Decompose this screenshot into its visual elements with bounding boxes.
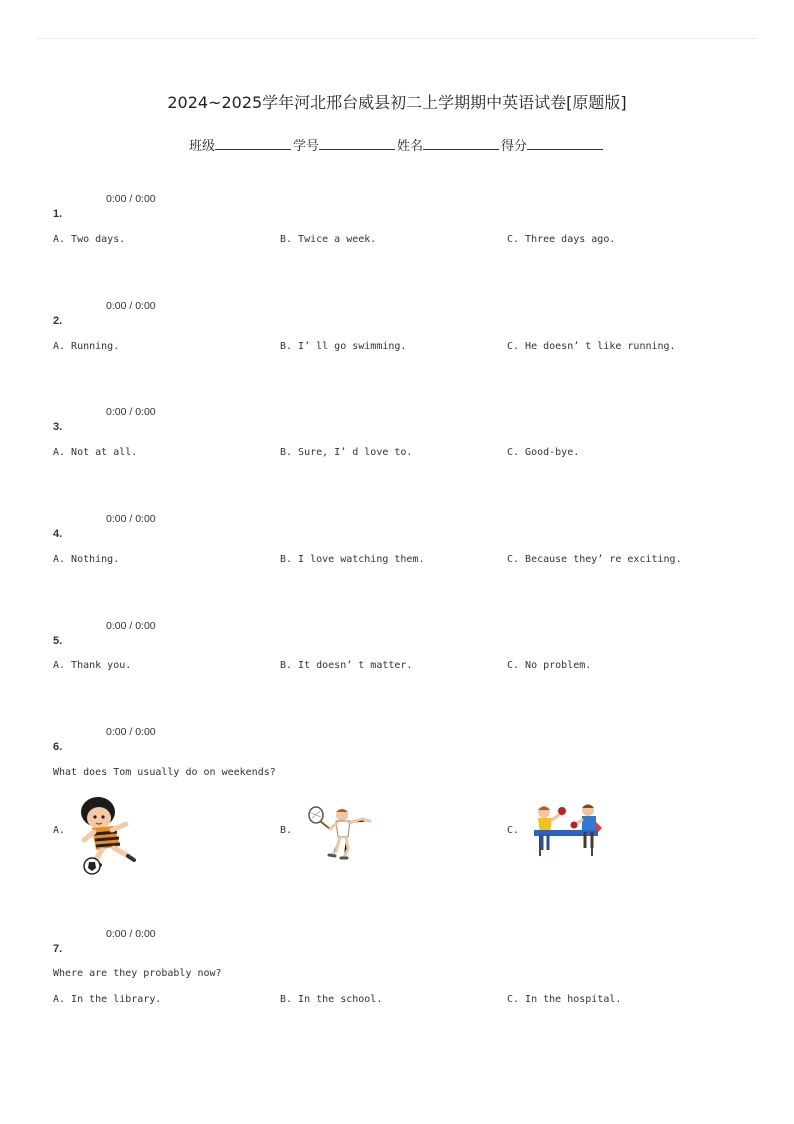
question-stem: What does Tom usually do on weekends?	[53, 767, 276, 778]
option-b: B.	[280, 825, 293, 836]
question-number: 5.	[53, 635, 63, 647]
audio-player-time[interactable]: 0:00 / 0:00	[106, 300, 156, 312]
option-c: C. He doesn’ t like running.	[507, 341, 676, 352]
audio-player-time[interactable]: 0:00 / 0:00	[106, 406, 156, 418]
top-divider	[37, 38, 757, 39]
audio-player-time[interactable]: 0:00 / 0:00	[106, 726, 156, 738]
option-a: A. Thank you.	[53, 660, 132, 671]
soccer-boy-illustration	[74, 790, 146, 876]
question-number: 2.	[53, 315, 63, 327]
class-blank[interactable]	[215, 136, 291, 150]
audio-player-time[interactable]: 0:00 / 0:00	[106, 513, 156, 525]
name-label: 姓名	[397, 139, 424, 154]
id-label: 学号	[292, 139, 319, 154]
option-c: C. Because they’ re exciting.	[507, 554, 682, 565]
question-number: 6.	[53, 741, 63, 753]
option-c: C. Three days ago.	[507, 234, 616, 245]
class-label: 班级	[188, 139, 215, 154]
option-c: C. Good-bye.	[507, 447, 580, 458]
ping-pong-illustration	[530, 800, 608, 862]
option-a: A. In the library.	[53, 994, 162, 1005]
question-number: 1.	[53, 208, 63, 220]
option-b: B. Sure, I’ d love to.	[280, 447, 413, 458]
audio-player-time[interactable]: 0:00 / 0:00	[106, 620, 156, 632]
option-a: A. Not at all.	[53, 447, 138, 458]
id-blank[interactable]	[319, 136, 395, 150]
question-number: 4.	[53, 528, 63, 540]
option-b: B. I love watching them.	[280, 554, 425, 565]
option-a: A. Nothing.	[53, 554, 120, 565]
option-c: C.	[507, 825, 520, 836]
option-a: A.	[53, 825, 66, 836]
option-b: B. Twice a week.	[280, 234, 377, 245]
audio-player-time[interactable]: 0:00 / 0:00	[106, 928, 156, 940]
option-c: C. No problem.	[507, 660, 592, 671]
option-b: B. I’ ll go swimming.	[280, 341, 407, 352]
student-info-line	[0, 135, 794, 154]
question-number: 7.	[53, 943, 63, 955]
score-blank[interactable]	[527, 136, 603, 150]
option-c: C. In the hospital.	[507, 994, 622, 1005]
tennis-player-illustration	[304, 803, 376, 861]
name-blank[interactable]	[423, 136, 499, 150]
audio-player-time[interactable]: 0:00 / 0:00	[106, 193, 156, 205]
option-b: B. It doesn’ t matter.	[280, 660, 413, 671]
exam-title: 2024~2025学年河北邢台威县初二上学期期中英语试卷[原题版]	[167, 93, 627, 112]
question-stem: Where are they probably now?	[53, 968, 222, 979]
question-number: 3.	[53, 421, 63, 433]
score-label: 得分	[501, 139, 528, 154]
option-a: A. Two days.	[53, 234, 126, 245]
option-b: B. In the school.	[280, 994, 383, 1005]
option-a: A. Running.	[53, 341, 120, 352]
